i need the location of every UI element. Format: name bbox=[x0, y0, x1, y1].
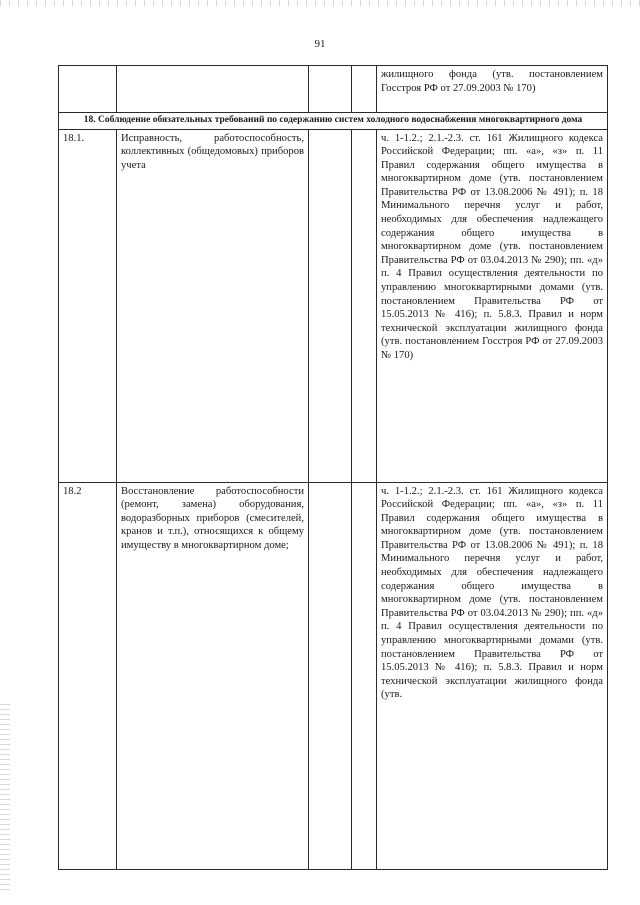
cell-number: 18.2 bbox=[59, 482, 117, 869]
scan-artifact-top bbox=[0, 0, 640, 6]
cell-empty-a bbox=[309, 129, 352, 482]
requirements-table bbox=[58, 65, 608, 870]
cell-number: 18.1. bbox=[59, 129, 117, 482]
table-row bbox=[59, 129, 608, 482]
cell-reference: ч. 1-1.2.; 2.1.-2.3. ст. 161 Жилищного кодекса Российской Федерации; пп. «а», «з» п. 11 Правил содержания общего имущества в многоквартирном доме (утв. постановлением Правительства РФ от 13.08.2006 № 491); п. 18 Минимального перечня услуг и работ, необходимых для обеспечения надлежащего содержания общего имущества в многоквартирном доме (утв. постановлением Правительства РФ от 03.04.2013 № 290); пп. «д» п. 4 Правил осуществления деятельности по управлению многоквартирными домами (утв. постановлением Правительства РФ от 15.05.2013 № 416); п. 5.8.3. Правил и норм технической эксплуатации жилищного фонда (утв. bbox=[377, 482, 608, 869]
scan-artifact-left bbox=[0, 700, 10, 890]
cell-reference: жилищного фонда (утв. постановлением Госстроя РФ от 27.09.2003 № 170) bbox=[377, 66, 608, 113]
cell-number bbox=[59, 66, 117, 113]
cell-reference: ч. 1-1.2.; 2.1.-2.3. ст. 161 Жилищного кодекса Российской Федерации; пп. «а», «з» п. 11 Правил содержания общего имущества в многоквартирном доме (утв. постановлением Правительства РФ от 13.08.2006 № 491); п. 18 Минимального перечня услуг и работ, необходимых для обеспечения надлежащего содержания общего имущества в многоквартирном доме (утв. постановлением Правительства РФ от 03.04.2013 № 290); пп. «д» п. 4 Правил осуществления деятельности по управлению многоквартирными домами (утв. постановлением Правительства РФ от 15.05.2013 № 416); п. 5.8.3. Правил и норм технической эксплуатации жилищного фонда (утв. постановлением Госстроя РФ от 27.09.2003 № 170) bbox=[377, 129, 608, 482]
cell-empty-b bbox=[352, 66, 377, 113]
section-row bbox=[59, 113, 608, 130]
section-heading: 18. Соблюдение обязательных требований по содержанию систем холодного водоснабжения многоквартирного дома bbox=[59, 113, 608, 130]
table-row bbox=[59, 482, 608, 869]
cell-requirement bbox=[117, 66, 309, 113]
cell-requirement: Исправность, работоспособность, коллективных (общедомовых) приборов учета bbox=[117, 129, 309, 482]
cell-empty-b bbox=[352, 482, 377, 869]
cell-requirement: Восстановление работоспособности (ремонт, замена) оборудования, водоразборных приборов (смесителей, кранов и т.п.), относящихся к общему имуществу в многоквартирном доме; bbox=[117, 482, 309, 869]
cell-empty-a bbox=[309, 66, 352, 113]
cell-empty-a bbox=[309, 482, 352, 869]
table-row-continued bbox=[59, 66, 608, 113]
page-number: 91 bbox=[314, 38, 326, 50]
cell-empty-b bbox=[352, 129, 377, 482]
